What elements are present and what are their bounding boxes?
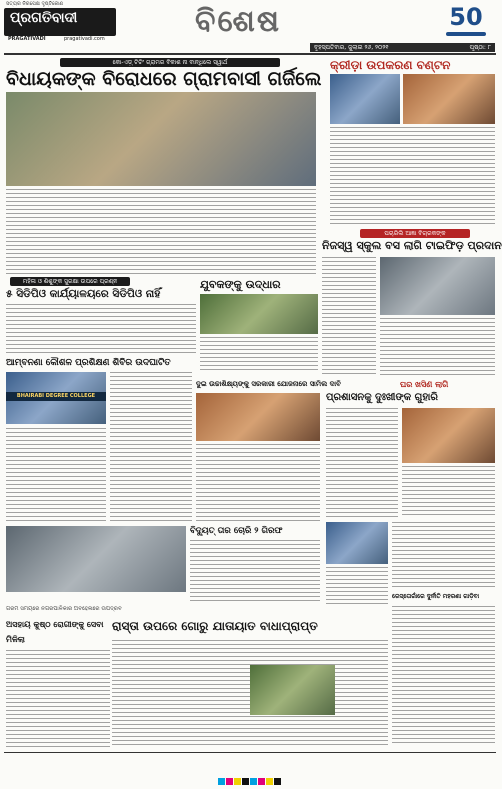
anniversary-number: 50 [449, 3, 483, 31]
registration-marks [140, 770, 360, 780]
bus-body [322, 257, 376, 375]
power-photo-2 [326, 522, 388, 564]
house-kicker: ଘର ଖସିଣ ଲାଗି [400, 380, 449, 389]
cattle-headline: ରାସ୍ତା ଉପରେ ଗୋରୁ ଯାତାୟାତ ବାଧାପ୍ରାପ୍ତ [112, 619, 318, 633]
youth-body [200, 337, 318, 373]
skill-body-2 [6, 428, 106, 522]
section-title: ବିଶେଷ [195, 4, 281, 39]
masthead-tagline: ସତ୍ୟର ନିରପେକ୍ଷ ଦୃଷ୍ଟିକୋଣ [6, 1, 64, 7]
page-number: ପୃଷ୍ଠା: ୮ [469, 43, 491, 51]
leprosy-headline: ଅସହାୟ କୁଷ୍ଠ ରୋଗୀଙ୍କୁ ସେବା ମିଳିଲା [6, 620, 104, 644]
bus-body-2 [380, 318, 495, 375]
women-body [6, 304, 196, 354]
scheme-headline: ଦୁଇ ଉଚ୍ଚାଶିକ୍ଷ୍ୟଙ୍କୁ ସରକାରୀ ଯୋଜନାରେ ସାମିଲ ଦାବି [196, 380, 341, 388]
college-banner: BHAIRABI DEGREE COLLEGE [6, 392, 106, 401]
scheme-body [196, 444, 320, 522]
registration-swatch [258, 778, 265, 785]
power-body [190, 540, 320, 604]
bus-headline: ନିଜସ୍ୱ ସ୍କୁଲ ବସ ଲାଗି ଟାଇଫିଡ଼ ପ୍ରଦାନ [322, 239, 502, 252]
power-headline: ବିଦ୍ୟୁତ୍ ତାର ଚୋରି ୨ ଗିରଫ [190, 526, 283, 536]
sports-photo-2 [403, 74, 495, 124]
registration-swatch [274, 778, 281, 785]
bus-kicker: ପଚାରିଲି ଆଜ୍ଞା ବିଚାରକଙ୍କ [360, 229, 470, 238]
women-headline: ୫ ସିଡିପିଓ କାର୍ଯ୍ୟାଳୟରେ ସିଡିପିଓ ନାହିଁ [6, 288, 161, 300]
house-body [326, 408, 398, 518]
anniversary-emblem-icon [440, 2, 492, 42]
leprosy-body [6, 650, 110, 748]
cattle-kicker: ଗରମ ସମୟରେ ନଗରପାଳିକାର ଅବହେଳାରେ ଉପଦ୍ରବ [6, 606, 122, 612]
masthead-rule [4, 53, 496, 55]
women-kicker: ମହିଳା ଓ ଶିଶୁଙ୍କ ସୁରକ୍ଷା ଉପରେ ପ୍ରଶ୍ନ [10, 277, 130, 286]
footer-rule [4, 752, 496, 753]
sports-body [330, 127, 495, 225]
house-photo [402, 408, 495, 463]
registration-swatch [266, 778, 273, 785]
registration-swatch [218, 778, 225, 785]
cattle-photo [250, 665, 335, 715]
house-side-body [392, 522, 495, 588]
registration-swatch [250, 778, 257, 785]
power-body-2 [326, 567, 388, 605]
skill-photo [6, 372, 106, 424]
logo-text: ପ୍ରଗତିବାଦୀ [10, 10, 78, 26]
registration-swatch [242, 778, 249, 785]
lead-headline: ବିଧାୟକଙ୍କ ବିରୋଧରେ ଗ୍ରାମବାସୀ ଗର୍ଜିଲେ [6, 68, 322, 90]
youth-headline: ଯୁବକଙ୍କୁ ଉଦ୍ଧାର [200, 278, 281, 291]
sports-photo [330, 74, 400, 124]
youth-photo [200, 294, 318, 334]
bottom-right-headline: ରେସ୍ତୋରାଁରେ ଦୁର୍ନୀତି ମହରଣା ଗାଡ଼ିବା [392, 593, 480, 600]
date-strip [310, 43, 495, 52]
power-photo [6, 526, 186, 592]
skill-body [110, 372, 192, 522]
lead-kicker: କୋ-ଏଡ଼୍ ଟିଚିଂ ଗ୍ରାମର ବିକାଶ ନା ବାନ୍ଧିଲେ ସ୍ୱାର୍ଥ [60, 58, 280, 67]
logo-roman: PRAGATIVADI [8, 36, 46, 42]
house-body-2 [402, 466, 495, 518]
newspaper-logo-icon[interactable] [4, 8, 116, 36]
bottom-right-body [392, 606, 495, 746]
registration-swatch [234, 778, 241, 785]
registration-swatch [226, 778, 233, 785]
scheme-photo [196, 393, 320, 441]
website-link[interactable]: pragativadi.com [64, 36, 105, 42]
date-line: ବୃହସ୍ପତିବାର, ଜୁଲାଇ ୨୬, ୨୦୨୧ [314, 43, 389, 51]
lead-photo [6, 92, 316, 186]
sports-headline: କ୍ରୀଡ଼ା ଉପକରଣ ବଣ୍ଟନ [330, 58, 451, 72]
house-headline: ପ୍ରଶାସନକୁ ଦୁଃଖୀଙ୍କ ଗୁହାରି [326, 392, 439, 403]
lead-body [6, 189, 316, 275]
bus-photo [380, 257, 495, 315]
skill-headline: ଆମ୍ବନଣା କୌଶଳ ପ୍ରଶିକ୍ଷଣ ଶିବିର ଉଦଘାଟିତ [6, 358, 171, 368]
